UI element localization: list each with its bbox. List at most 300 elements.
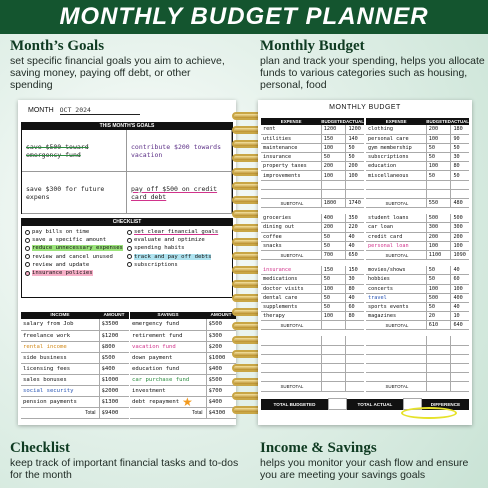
actual-value: 100 bbox=[451, 241, 469, 250]
table-row bbox=[261, 302, 364, 311]
table-row bbox=[261, 275, 364, 284]
checkbox[interactable] bbox=[25, 238, 30, 243]
checklist-item[interactable] bbox=[127, 261, 229, 269]
actual-value: 40 bbox=[346, 232, 364, 241]
actual-value: 10 bbox=[451, 312, 469, 321]
table-row bbox=[261, 171, 364, 180]
table-row bbox=[261, 153, 364, 162]
budgeted-value: 100 bbox=[321, 312, 346, 321]
caption-checklist-text: keep track of important financial tasks and to-dos for the month bbox=[10, 457, 239, 481]
subtotal-row bbox=[366, 321, 469, 330]
subtotal-actual bbox=[451, 382, 469, 391]
savings-amount: $400 bbox=[206, 396, 236, 407]
subtotal-row bbox=[366, 250, 469, 259]
expense-name bbox=[261, 336, 321, 345]
table-row bbox=[21, 374, 129, 385]
table-row bbox=[366, 232, 469, 241]
expense-name bbox=[366, 189, 426, 198]
expense-name: supplements bbox=[261, 302, 321, 311]
checklist-label: insurance policies bbox=[32, 270, 93, 277]
actual-value bbox=[451, 189, 469, 198]
actual-value bbox=[451, 345, 469, 354]
budget-title: MONTHLY BUDGET bbox=[329, 104, 401, 111]
checklist-item[interactable] bbox=[25, 261, 127, 269]
expense-name: medications bbox=[261, 275, 321, 284]
actual-header: ACTUAL bbox=[450, 119, 469, 124]
table-row bbox=[366, 223, 469, 232]
right-page bbox=[258, 100, 472, 425]
budgeted-value bbox=[426, 373, 451, 382]
budgeted-value bbox=[321, 364, 346, 373]
checklist-label: review and cancel unused bbox=[32, 253, 113, 260]
table-row bbox=[261, 241, 364, 250]
checklist-label: subscriptions bbox=[134, 261, 178, 268]
table-row bbox=[130, 330, 236, 341]
expense-name: rent bbox=[261, 125, 321, 134]
budget-column-2 bbox=[366, 118, 469, 397]
actual-value bbox=[346, 180, 364, 189]
checklist-item[interactable] bbox=[25, 236, 127, 244]
savings-amount: $400 bbox=[206, 363, 236, 374]
expense-name: improvements bbox=[261, 171, 321, 180]
actual-value: 100 bbox=[346, 171, 364, 180]
highlight-circle bbox=[401, 407, 457, 419]
actual-value: 200 bbox=[451, 232, 469, 241]
checklist-item[interactable] bbox=[127, 228, 229, 236]
income-name: salary from Job bbox=[21, 319, 99, 330]
checklist-item[interactable] bbox=[127, 244, 229, 252]
budgeted-value: 200 bbox=[426, 125, 451, 134]
budgeted-value: 100 bbox=[321, 284, 346, 293]
table-row bbox=[366, 266, 469, 275]
subtotal-row bbox=[366, 382, 469, 391]
checklist-label: track and pay off debts bbox=[134, 253, 212, 260]
table-row bbox=[366, 312, 469, 321]
budgeted-value: 500 bbox=[426, 293, 451, 302]
total-budgeted-header: TOTAL BUDGETED bbox=[261, 399, 328, 410]
subtotal-label: SUBTOTAL bbox=[366, 321, 426, 330]
income-amount: $400 bbox=[99, 363, 129, 374]
budgeted-value: 50 bbox=[426, 275, 451, 284]
left-page bbox=[18, 100, 236, 425]
table-row bbox=[130, 352, 236, 363]
income-amount: $1200 bbox=[99, 330, 129, 341]
caption-goals bbox=[10, 38, 230, 91]
actual-value: 150 bbox=[346, 266, 364, 275]
table-row bbox=[366, 162, 469, 171]
checklist-item[interactable] bbox=[25, 269, 127, 277]
table-row bbox=[366, 364, 469, 373]
expense-name: education bbox=[366, 162, 426, 171]
banner-title: MONTHLY BUDGET PLANNER bbox=[0, 0, 488, 34]
actual-value: 500 bbox=[451, 214, 469, 223]
actual-value: 60 bbox=[451, 275, 469, 284]
actual-header: ACTUAL bbox=[345, 119, 364, 124]
table-row bbox=[21, 319, 129, 330]
actual-value bbox=[346, 189, 364, 198]
table-row bbox=[130, 319, 236, 330]
caption-checklist-title: Checklist bbox=[10, 440, 70, 456]
caption-income-text: helps you monitor your cash flow and ensure you are meeting your savings goals bbox=[260, 457, 469, 481]
table-row bbox=[130, 396, 236, 407]
table-row bbox=[261, 284, 364, 293]
budgeted-value: 500 bbox=[426, 214, 451, 223]
goal-1: save $500 toward emergency fund bbox=[22, 130, 127, 172]
budgeted-value: 200 bbox=[321, 162, 346, 171]
month-label: MONTH bbox=[28, 107, 54, 114]
caption-goals-text: set specific financial goals you aim to achieve, saving money, paying off debt, or other spending bbox=[10, 55, 225, 91]
table-row bbox=[366, 189, 469, 198]
star-icon: ★ bbox=[182, 395, 193, 409]
table-row bbox=[21, 396, 129, 407]
subtotal-actual: 640 bbox=[451, 321, 469, 330]
savings-name: emergency fund bbox=[130, 319, 206, 330]
budgeted-value: 200 bbox=[321, 223, 346, 232]
table-row bbox=[261, 373, 364, 382]
table-row bbox=[366, 134, 469, 143]
savings-amount: $200 bbox=[206, 341, 236, 352]
expense-name: magazines bbox=[366, 312, 426, 321]
actual-value: 50 bbox=[451, 171, 469, 180]
checklist-item[interactable] bbox=[25, 244, 127, 252]
expense-name: miscellaneous bbox=[366, 171, 426, 180]
actual-value: 60 bbox=[346, 302, 364, 311]
budgeted-value: 50 bbox=[321, 275, 346, 284]
income-name: pension payments bbox=[21, 396, 99, 407]
table-row bbox=[130, 341, 236, 352]
expense-name: groceries bbox=[261, 214, 321, 223]
goals-header: THIS MONTH'S GOALS bbox=[22, 123, 232, 130]
table-row bbox=[366, 143, 469, 152]
subtotal-label: SUBTOTAL bbox=[261, 199, 321, 208]
goals-box bbox=[21, 122, 233, 214]
table-row bbox=[366, 214, 469, 223]
income-amount: $3500 bbox=[99, 319, 129, 330]
actual-value: 350 bbox=[346, 214, 364, 223]
expense-name: hobbies bbox=[366, 275, 426, 284]
checkbox[interactable] bbox=[25, 246, 30, 251]
amount-header: AMOUNT bbox=[99, 312, 129, 319]
actual-value: 50 bbox=[346, 143, 364, 152]
checklist-label: evaluate and optimize bbox=[134, 237, 205, 244]
budgeted-value: 50 bbox=[426, 302, 451, 311]
expense-header: EXPENSE bbox=[366, 118, 426, 125]
subtotal-actual bbox=[346, 382, 364, 391]
expense-name: subscriptions bbox=[366, 153, 426, 162]
actual-value: 1200 bbox=[346, 125, 364, 134]
expense-name bbox=[366, 336, 426, 345]
actual-value: 200 bbox=[346, 162, 364, 171]
checkbox[interactable] bbox=[127, 262, 132, 267]
expense-name: therapy bbox=[261, 312, 321, 321]
subtotal-label: SUBTOTAL bbox=[366, 382, 426, 391]
actual-value bbox=[346, 364, 364, 373]
actual-value bbox=[451, 354, 469, 363]
total-budgeted-value bbox=[328, 399, 346, 410]
budgeted-value bbox=[321, 345, 346, 354]
income-name: rental income bbox=[21, 341, 99, 352]
actual-value: 50 bbox=[451, 143, 469, 152]
subtotal-row bbox=[261, 250, 364, 259]
table-row bbox=[21, 363, 129, 374]
expense-name: snacks bbox=[261, 241, 321, 250]
actual-value: 80 bbox=[346, 284, 364, 293]
budgeted-header: BUDGETED bbox=[321, 119, 346, 124]
budgeted-value bbox=[321, 354, 346, 363]
expense-name bbox=[261, 364, 321, 373]
actual-value: 180 bbox=[451, 125, 469, 134]
actual-value bbox=[451, 364, 469, 373]
checklist-item[interactable] bbox=[127, 253, 229, 261]
expense-name bbox=[261, 180, 321, 189]
expense-name: gym membership bbox=[366, 143, 426, 152]
checklist-label: set clear financial goals bbox=[134, 229, 219, 236]
actual-value: 90 bbox=[451, 134, 469, 143]
expense-name: sports events bbox=[366, 302, 426, 311]
actual-value: 80 bbox=[346, 312, 364, 321]
table-row bbox=[366, 241, 469, 250]
budgeted-value bbox=[321, 373, 346, 382]
table-row bbox=[261, 214, 364, 223]
checkbox[interactable] bbox=[25, 254, 30, 259]
subtotal-budgeted bbox=[426, 382, 451, 391]
actual-value bbox=[451, 180, 469, 189]
budgeted-value: 100 bbox=[321, 171, 346, 180]
expense-name: property taxes bbox=[261, 162, 321, 171]
total-label: Total bbox=[130, 407, 206, 418]
table-row bbox=[21, 385, 129, 396]
budgeted-value: 100 bbox=[321, 143, 346, 152]
table-row bbox=[366, 293, 469, 302]
subtotal-budgeted: 610 bbox=[426, 321, 451, 330]
actual-value: 50 bbox=[346, 153, 364, 162]
budgeted-value: 50 bbox=[321, 293, 346, 302]
income-amount: $500 bbox=[99, 352, 129, 363]
actual-value bbox=[346, 354, 364, 363]
savings-name: down payment bbox=[130, 352, 206, 363]
subtotal-label: SUBTOTAL bbox=[366, 199, 426, 208]
checkbox[interactable] bbox=[127, 230, 132, 235]
subtotal-label: SUBTOTAL bbox=[261, 250, 321, 259]
income-amount: $1000 bbox=[99, 374, 129, 385]
expense-name: dental care bbox=[261, 293, 321, 302]
subtotal-budgeted bbox=[321, 382, 346, 391]
table-row bbox=[261, 134, 364, 143]
table-row bbox=[261, 354, 364, 363]
checkbox[interactable] bbox=[25, 262, 30, 267]
table-row bbox=[366, 354, 469, 363]
expense-header: EXPENSE bbox=[261, 118, 321, 125]
subtotal-actual bbox=[346, 321, 364, 330]
checkbox[interactable] bbox=[127, 246, 132, 251]
budgeted-value: 100 bbox=[426, 241, 451, 250]
table-row bbox=[366, 284, 469, 293]
checklist-header: CHECKLIST bbox=[22, 219, 232, 226]
budgeted-value: 300 bbox=[426, 223, 451, 232]
table-row bbox=[366, 125, 469, 134]
savings-header: SAVINGS bbox=[130, 312, 206, 319]
goal-3: save $300 for future expens bbox=[22, 172, 127, 214]
savings-total: $4300 bbox=[206, 407, 236, 418]
subtotal-budgeted: 700 bbox=[321, 250, 346, 259]
savings-table bbox=[130, 312, 236, 419]
table-row bbox=[261, 364, 364, 373]
actual-value: 80 bbox=[451, 162, 469, 171]
table-row bbox=[366, 373, 469, 382]
month-value: OCT 2024 bbox=[60, 106, 140, 115]
checkbox[interactable] bbox=[127, 238, 132, 243]
expense-name: personal loan bbox=[366, 241, 426, 250]
budgeted-value bbox=[321, 189, 346, 198]
checklist-label: reduce unnecessary expenses bbox=[32, 245, 123, 252]
subtotal-row bbox=[261, 382, 364, 391]
difference-header: DIFFERENCE bbox=[421, 399, 469, 410]
budgeted-value: 50 bbox=[321, 153, 346, 162]
caption-income bbox=[260, 440, 485, 481]
income-header: INCOME bbox=[21, 312, 99, 319]
savings-name: investment bbox=[130, 385, 206, 396]
expense-name bbox=[261, 354, 321, 363]
caption-goals-title: Month’s Goals bbox=[10, 38, 105, 54]
table-row bbox=[261, 143, 364, 152]
table-row bbox=[366, 345, 469, 354]
budgeted-value bbox=[426, 336, 451, 345]
budgeted-value bbox=[426, 354, 451, 363]
table-row bbox=[261, 162, 364, 171]
savings-name: car purchase fund bbox=[130, 374, 206, 385]
subtotal-label: SUBTOTAL bbox=[366, 250, 426, 259]
expense-name: personal care bbox=[366, 134, 426, 143]
checkbox[interactable] bbox=[25, 230, 30, 235]
budgeted-value: 50 bbox=[426, 143, 451, 152]
savings-name: vacation fund bbox=[130, 341, 206, 352]
table-row bbox=[21, 341, 129, 352]
income-name: social security bbox=[21, 385, 99, 396]
table-row bbox=[261, 312, 364, 321]
subtotal-actual: 650 bbox=[346, 250, 364, 259]
budgeted-value: 1200 bbox=[321, 125, 346, 134]
expense-name: car loan bbox=[366, 223, 426, 232]
checkbox[interactable] bbox=[127, 254, 132, 259]
expense-name: clothing bbox=[366, 125, 426, 134]
goal-2: contribute $200 towards vacation bbox=[127, 130, 232, 172]
expense-name: coffee bbox=[261, 232, 321, 241]
subtotal-label: SUBTOTAL bbox=[261, 382, 321, 391]
actual-value: 40 bbox=[346, 293, 364, 302]
actual-value: 400 bbox=[451, 293, 469, 302]
table-row bbox=[261, 125, 364, 134]
income-name: licensing fees bbox=[21, 363, 99, 374]
budgeted-value: 150 bbox=[321, 134, 346, 143]
table-row bbox=[130, 374, 236, 385]
expense-name: insurance bbox=[261, 266, 321, 275]
expense-name: movies/shows bbox=[366, 266, 426, 275]
table-row bbox=[261, 293, 364, 302]
expense-name: student loans bbox=[366, 214, 426, 223]
actual-value bbox=[346, 345, 364, 354]
budgeted-header: BUDGETED bbox=[426, 119, 451, 124]
expense-name: insurance bbox=[261, 153, 321, 162]
checkbox[interactable] bbox=[25, 271, 30, 276]
income-name: sales bonuses bbox=[21, 374, 99, 385]
budgeted-value: 400 bbox=[321, 214, 346, 223]
actual-value: 100 bbox=[451, 284, 469, 293]
table-row bbox=[21, 330, 129, 341]
actual-value: 40 bbox=[451, 302, 469, 311]
actual-value bbox=[451, 373, 469, 382]
savings-amount: $500 bbox=[206, 319, 236, 330]
budgeted-value: 100 bbox=[426, 134, 451, 143]
actual-value: 40 bbox=[451, 266, 469, 275]
caption-budget-text: plan and track your spending, helps you allocate funds to various categories such as housing, personal, food bbox=[260, 55, 485, 91]
subtotal-budgeted: 1800 bbox=[321, 199, 346, 208]
checklist-item[interactable] bbox=[127, 236, 229, 244]
budgeted-value: 50 bbox=[426, 266, 451, 275]
table-row bbox=[366, 275, 469, 284]
savings-name: debt repayment bbox=[130, 396, 206, 407]
table-row bbox=[261, 223, 364, 232]
budgeted-value bbox=[426, 345, 451, 354]
goal-4: pay off $500 on credit card debt bbox=[127, 172, 232, 214]
expense-name bbox=[366, 373, 426, 382]
savings-amount: $1000 bbox=[206, 352, 236, 363]
actual-value: 300 bbox=[451, 223, 469, 232]
expense-name: maintenance bbox=[261, 143, 321, 152]
budget-column-1 bbox=[261, 118, 364, 397]
subtotal-actual: 1090 bbox=[451, 250, 469, 259]
actual-value: 140 bbox=[346, 134, 364, 143]
total-label: Total bbox=[21, 407, 99, 418]
actual-value bbox=[346, 373, 364, 382]
subtotal-actual: 1740 bbox=[346, 199, 364, 208]
month-row bbox=[28, 106, 140, 115]
table-row bbox=[261, 345, 364, 354]
expense-name bbox=[261, 373, 321, 382]
table-row bbox=[261, 180, 364, 189]
budgeted-value: 50 bbox=[426, 153, 451, 162]
savings-amount: $700 bbox=[206, 385, 236, 396]
subtotal-actual: 480 bbox=[451, 199, 469, 208]
budgeted-value bbox=[321, 336, 346, 345]
subtotal-row bbox=[261, 199, 364, 208]
budgeted-value: 50 bbox=[321, 302, 346, 311]
checklist-label: spending habits bbox=[134, 245, 185, 252]
expense-name bbox=[261, 189, 321, 198]
income-name: side business bbox=[21, 352, 99, 363]
expense-name: credit card bbox=[366, 232, 426, 241]
budgeted-value: 50 bbox=[426, 171, 451, 180]
budgeted-value: 50 bbox=[321, 232, 346, 241]
checklist-label: save a specific amount bbox=[32, 237, 107, 244]
expense-name bbox=[261, 345, 321, 354]
income-amount: $1300 bbox=[99, 396, 129, 407]
budgeted-value: 50 bbox=[321, 241, 346, 250]
subtotal-budgeted: 550 bbox=[426, 199, 451, 208]
checklist-label: pay bills on time bbox=[32, 229, 90, 236]
total-actual-header: TOTAL ACTUAL bbox=[346, 399, 403, 410]
table-row bbox=[261, 189, 364, 198]
budgeted-value bbox=[426, 189, 451, 198]
budgeted-value: 150 bbox=[321, 266, 346, 275]
expense-name bbox=[366, 180, 426, 189]
checklist-item[interactable] bbox=[25, 253, 127, 261]
subtotal-row bbox=[366, 199, 469, 208]
expense-name: doctor visits bbox=[261, 284, 321, 293]
caption-budget-title: Monthly Budget bbox=[260, 38, 365, 54]
expense-name bbox=[366, 364, 426, 373]
table-row bbox=[261, 336, 364, 345]
checklist-item[interactable] bbox=[25, 228, 127, 236]
